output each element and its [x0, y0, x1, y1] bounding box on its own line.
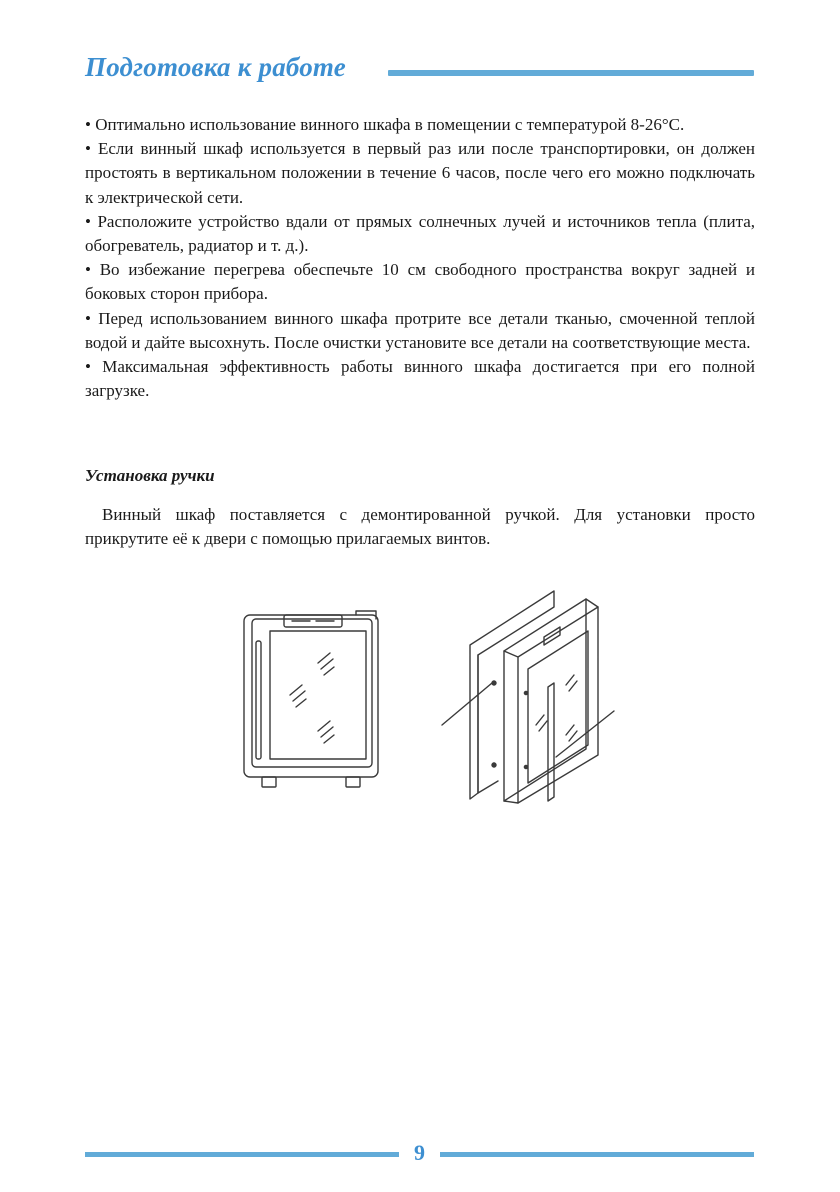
- bullet-item: • Если винный шкаф используется в первый раз или после транспортировки, он должен простоять в вертикальном положении в течение 6 часов, после чего его можно подключать к электрической сети.: [85, 139, 755, 207]
- title-rule: [388, 70, 754, 76]
- bullet-item: • Максимальная эффективность работы винного шкафа достигается при его полной загрузке.: [85, 357, 755, 401]
- section-heading: Установка ручки: [85, 466, 215, 485]
- bullet-item: • Оптимально использование винного шкафа в помещении с температурой 8-26°С.: [85, 115, 685, 134]
- footer-rule-right: [440, 1152, 754, 1157]
- page-title: Подготовка к работе: [85, 52, 346, 82]
- bullet-item: • Перед использованием винного шкафа протрите все детали тканью, смоченной теплой водой и дайте высохнуть. После очистки установите все детали на соответствующие места.: [85, 308, 755, 352]
- wine-cabinet-illustration: [236, 585, 620, 810]
- bullet-list: [85, 113, 755, 403]
- page-number: 9: [414, 1140, 425, 1165]
- footer-rule-left: [85, 1152, 399, 1157]
- section-paragraph: Винный шкаф поставляется с демонтированной ручкой. Для установки просто прикрутите её к двери с помощью прилагаемых винтов.: [85, 505, 755, 549]
- cabinet-front-view: [244, 611, 378, 787]
- door-exploded-view: [442, 591, 614, 803]
- bullet-item: • Во избежание перегрева обеспечьте 10 см свободного пространства вокруг задней и боковых сторон прибора.: [85, 260, 755, 304]
- bullet-item: • Расположите устройство вдали от прямых солнечных лучей и источников тепла (плита, обогреватель, радиатор и т. д.).: [85, 211, 755, 256]
